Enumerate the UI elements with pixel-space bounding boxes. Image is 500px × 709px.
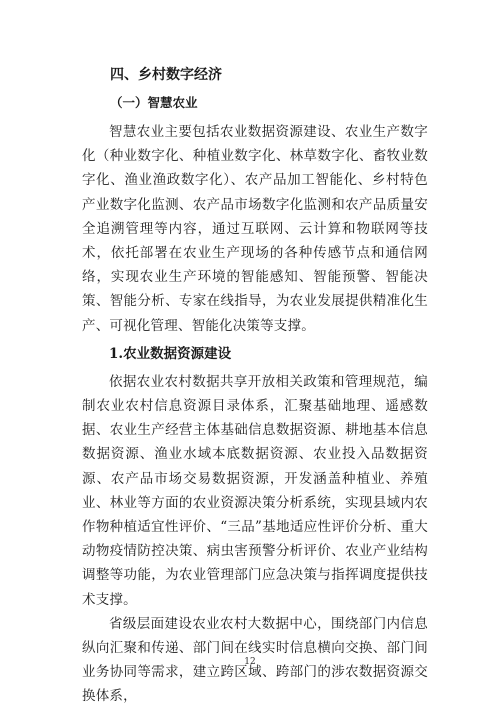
paragraph-intro: 智慧农业主要包括农业数据资源建设、农业生产数字化（种业数字化、种植业数字化、林草数字化、畜牧业数字化、渔业渔政数字化）、农产品加工智能化、乡村特色产业数字化监测、农产品市场数字化监测和农产品质量安全追溯管理等内容，通过互联网、云计算和物联网等技术，依托部署在农业生产现场的各种传感节点和通信网络，实现农业生产环境的智能感知、智能预警、智能决策、智能分析、专家在线指导，为农业发展提供精准化生产、可视化管理、智能化决策等支撑。 [82,124,428,334]
section-heading: 四、乡村数字经济 [110,67,222,83]
document-page [82,64,428,709]
paragraph-provincial: 省级层面建设农业农村大数据中心，围绕部门内信息纵向汇聚和传递、部门间在线实时信息横向交换、部门间业务协同等需求，建立跨区域、跨部门的涉农数据资源交换体系， [82,615,428,705]
item-title-data-resources: 1.农业数据资源建设 [109,345,232,362]
page-number: 12 [244,657,256,667]
paragraph-data-resources: 依据农业农村数据共享开放相关政策和管理规范，编制农业农村信息资源目录体系，汇聚基础地理、遥感数据、农业生产经营主体基础信息数据资源、耕地基本信息数据资源、渔业水域本底数据资源、农业投入品数据资源、农产品市场交易数据资源，开发涵盖种植业、养殖业、林业等方面的农业资源决策分析系统，实现县域内农作物种植适宜性评价、“三品”基地适应性评价分析、重大动物疫情防控决策、病虫害预警分析评价、农业产业结构调整等功能，为农业管理部门应急决策与指挥调度提供技术支撑。 [82,373,428,608]
subsection-heading: （一）智慧农业 [110,95,198,110]
